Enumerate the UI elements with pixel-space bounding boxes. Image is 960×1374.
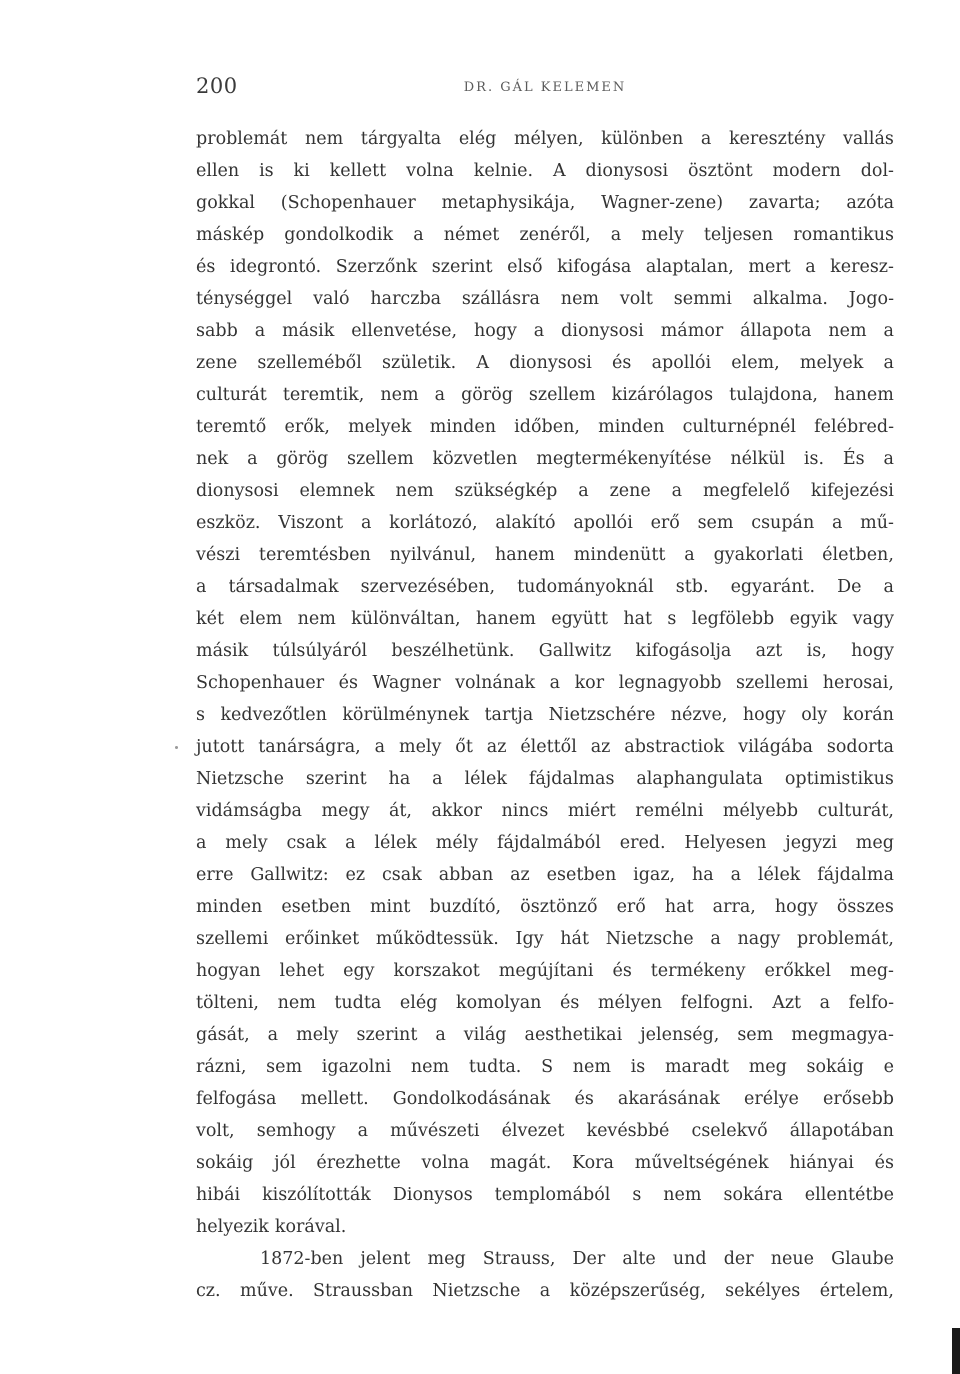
text-line: problemát nem tárgyalta elég mélyen, különben a keresztény vallás	[196, 129, 894, 149]
text-line: a társadalmak szervezésében, tudományoknál stb. egyaránt. De a	[196, 577, 894, 597]
text-line: rázni, sem igazolni nem tudta. S nem is maradt meg sokáig e	[196, 1057, 894, 1077]
text-line: ellen is ki kellett volna kelnie. A dionysosi ösztönt modern dol-	[196, 161, 894, 181]
text-line: eszköz. Viszont a korlátozó, alakító apollói erő sem csupán a mű-	[196, 513, 894, 533]
text-line: tölteni, nem tudta elég komolyan és mélyen felfogni. Azt a felfo-	[196, 993, 894, 1013]
text-line: hibái kiszólították Dionysos templomából s nem sokára ellentétbe	[196, 1185, 894, 1205]
body-text	[196, 123, 894, 1307]
text-line: és idegrontó. Szerzőnk szerint első kifogása alaptalan, mert a keresz-	[196, 257, 894, 277]
text-line: nek a görög szellem közvetlen megtermékenyítése nélkül is. És a	[196, 449, 894, 469]
text-line: sabb a másik ellenvetése, hogy a dionysosi mámor állapota nem a	[196, 321, 894, 341]
running-title: DR. GÁL KELEMEN	[463, 80, 627, 95]
text-line: cz. műve. Straussban Nietzsche a középszerűség, sekélyes értelem,	[196, 1281, 894, 1301]
text-line: sokáig jól érezhette volna magát. Kora műveltségének hiányai és	[196, 1153, 894, 1173]
text-line: a mely csak a lélek mély fájdalmából ered. Helyesen jegyzi meg	[196, 833, 894, 853]
text-line: erre Gallwitz: ez csak abban az esetben igaz, ha a lélek fájdalma	[196, 865, 894, 885]
text-line: hogyan lehet egy korszakot megújítani és termékeny erőkkel meg-	[196, 961, 894, 981]
text-line: culturát teremtik, nem a görög szellem kizárólagos tulajdona, hanem	[196, 385, 894, 405]
text-line: vidámságba megy át, akkor nincs miért remélni mélyebb culturát,	[196, 801, 894, 821]
text-line: minden esetben mint buzdító, ösztönző erő hat arra, hogy összes	[196, 897, 894, 917]
text-line: felfogása mellett. Gondolkodásának és akarásának erélye erősebb	[196, 1089, 894, 1109]
text-line: Schopenhauer és Wagner volnának a kor legnagyobb szellemi herosai,	[196, 673, 894, 693]
binding-mark	[952, 1328, 960, 1374]
text-line: vészi teremtésben nyilvánul, hanem mindenütt a gyakorlati életben,	[196, 545, 894, 565]
text-line: máskép gondolkodik a német zenéről, a mely teljesen romantikus	[196, 225, 894, 245]
text-line: gását, a mely szerint a világ aesthetikai jelenség, sem megmagya-	[196, 1025, 894, 1045]
text-line: jutott tanárságra, a mely őt az élettől az abstractiok világába sodorta	[196, 737, 894, 757]
text-line: két elem nem különváltan, hanem együtt hat s legfölebb egyik vagy	[196, 609, 894, 629]
text-line: gokkal (Schopenhauer metaphysikája, Wagner-zene) zavarta; azóta	[196, 193, 894, 213]
text-line: Nietzsche szerint ha a lélek fájdalmas alaphangulata optimistikus	[196, 769, 894, 789]
text-line: másik túlsúlyáról beszélhetünk. Gallwitz kifogásolja azt is, hogy	[196, 641, 894, 661]
text-line: helyezik korával.	[196, 1217, 347, 1237]
text-line: volt, semhogy a művészeti élvezet kevésbbé cselekvő állapotában	[196, 1121, 894, 1141]
text-line: dionysosi elemnek nem szükségkép a zene a megfelelő kifejezési	[196, 481, 894, 501]
text-line: 1872-ben jelent meg Strauss, Der alte und der neue Glaube	[260, 1249, 894, 1269]
text-line: ténységgel való harczba szállásra nem volt semmi alkalma. Jogo-	[196, 289, 894, 309]
text-line: zene szelleméből születik. A dionysosi és apollói elem, melyek a	[196, 353, 894, 373]
margin-speck	[175, 746, 178, 749]
text-line: teremtő erők, melyek minden időben, minden culturnépnél felébred-	[196, 417, 894, 437]
page-number: 200	[196, 74, 238, 98]
running-head	[196, 74, 894, 104]
text-line: s kedvezőtlen körülménynek tartja Nietzschére nézve, hogy oly korán	[196, 705, 894, 725]
text-line: szellemi erőinket működtessük. Igy hát Nietzsche a nagy problemát,	[196, 929, 894, 949]
